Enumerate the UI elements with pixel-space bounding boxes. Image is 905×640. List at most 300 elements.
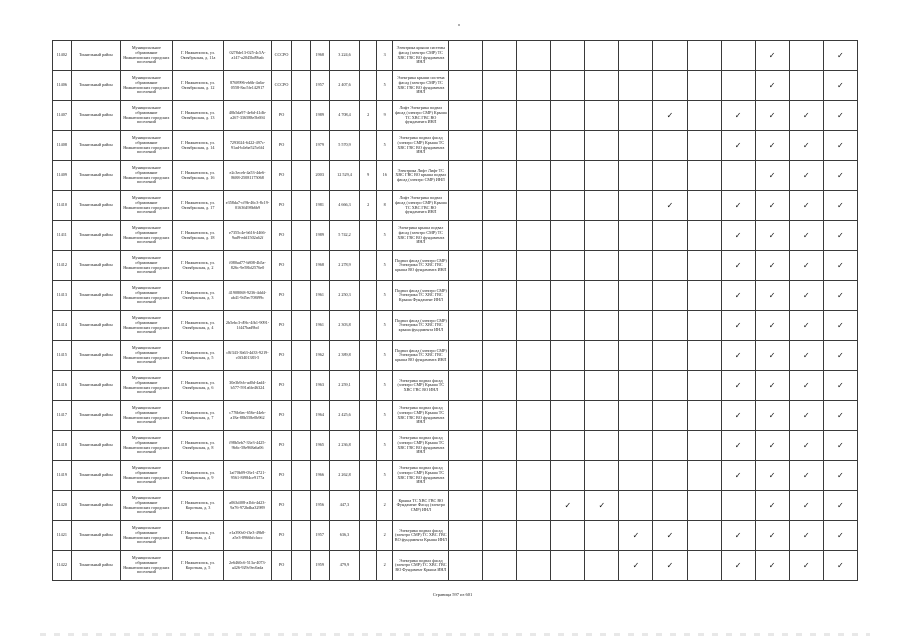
checkmark-icon: ✓ xyxy=(768,230,776,240)
cell-code: 40b5da97-4e6d-41db-a267-336588e5b694 xyxy=(224,101,271,131)
check-cell xyxy=(687,71,721,101)
check-cell xyxy=(517,401,551,431)
check-cell xyxy=(551,191,585,221)
checkmark-icon: ✓ xyxy=(666,110,674,120)
check-cell xyxy=(755,71,789,101)
checkmark-icon: ✓ xyxy=(768,530,776,540)
check-cell xyxy=(653,131,687,161)
cell-c11: 5 xyxy=(376,371,393,401)
check-cell xyxy=(585,221,619,251)
checkmark-icon: ✓ xyxy=(837,50,844,60)
check-cell xyxy=(517,281,551,311)
check-cell xyxy=(483,41,517,71)
check-cell xyxy=(449,161,483,191)
check-cell xyxy=(517,371,551,401)
cell-year: 1961 xyxy=(310,281,329,311)
cell-address: Г. Нижнепопск, ул. Октябрьская, д. 17 xyxy=(172,191,224,221)
check-cell xyxy=(517,251,551,281)
cell-works: Электрика подвал фасад (электро СМР) Крыша ТС ХВС ГВС ВО фундамента ИНЛ xyxy=(393,131,449,161)
checkmark-icon: ✓ xyxy=(768,320,776,330)
cell-c7 xyxy=(292,431,311,461)
table-row xyxy=(53,431,858,461)
cell-c10 xyxy=(360,281,377,311)
check-cell xyxy=(551,341,585,371)
table-row xyxy=(53,71,858,101)
cell-owner: Муниципальное образование Нижнепопских городских поселений xyxy=(121,551,173,581)
cell-c7 xyxy=(292,71,311,101)
cell-c11: 5 xyxy=(376,221,393,251)
checkmark-icon: ✓ xyxy=(837,200,844,210)
cell-system: РО xyxy=(271,341,292,371)
cell-id: 11412 xyxy=(53,251,72,281)
cell-c11: 5 xyxy=(376,341,393,371)
cell-c10 xyxy=(360,251,377,281)
check-cell xyxy=(483,491,517,521)
checkmark-icon: ✓ xyxy=(734,560,742,570)
check-cell xyxy=(585,431,619,461)
cell-c7 xyxy=(292,101,311,131)
check-cell xyxy=(551,431,585,461)
check-cell xyxy=(619,521,653,551)
check-cell xyxy=(449,311,483,341)
check-cell xyxy=(755,221,789,251)
check-cell xyxy=(517,311,551,341)
cell-system: РО xyxy=(271,491,292,521)
cell-area: 2 259,1 xyxy=(329,371,360,401)
cell-id: 11419 xyxy=(53,461,72,491)
cell-address: Г. Нижнепопск, ул. Октябрьская, д. 11а xyxy=(172,41,224,71)
checkmark-icon: ✓ xyxy=(837,350,844,360)
cell-owner: Муниципальное образование Нижнепопских городских поселений xyxy=(121,431,173,461)
cell-owner: Муниципальное образование Нижнепопских городских поселений xyxy=(121,221,173,251)
check-cell xyxy=(483,221,517,251)
cell-year: 1989 xyxy=(310,101,329,131)
check-cell xyxy=(619,191,653,221)
cell-code: c776b6ec-656e-44eb-a18a-88b558e0b962 xyxy=(224,401,271,431)
checkmark-icon: ✓ xyxy=(666,200,674,210)
cell-c7 xyxy=(292,551,311,581)
checkmark-icon: ✓ xyxy=(802,470,810,480)
cell-district: Тоннельный район xyxy=(71,341,121,371)
cell-system: РО xyxy=(271,401,292,431)
cell-owner: Муниципальное образование Нижнепопских городских поселений xyxy=(121,281,173,311)
check-cell xyxy=(789,521,823,551)
cell-c10 xyxy=(360,431,377,461)
checkmark-icon: ✓ xyxy=(734,470,742,480)
check-cell xyxy=(585,341,619,371)
checkmark-icon: ✓ xyxy=(802,320,810,330)
check-cell xyxy=(823,221,857,251)
cell-code: 2e6460c6-513a-4073-a426-929c9ec0ada xyxy=(224,551,271,581)
cell-district: Тоннельный район xyxy=(71,71,121,101)
cell-address: Г. Нижнепопск, ул. Октябрьская, д. 12 xyxy=(172,71,224,101)
cell-c10 xyxy=(360,491,377,521)
cell-year: 1989 xyxy=(310,221,329,251)
check-cell xyxy=(789,551,823,581)
cell-owner: Муниципальное образование Нижнепопских городских поселений xyxy=(121,521,173,551)
cell-c10 xyxy=(360,71,377,101)
check-cell xyxy=(585,191,619,221)
cell-system: РО xyxy=(271,461,292,491)
checkmark-icon: ✓ xyxy=(837,530,844,540)
cell-works: Электрика крыши система фасад (электро СМР) ТС ХВС ГВС ВО фундамента ИНЛ xyxy=(393,71,449,101)
cell-district: Тоннельный район xyxy=(71,251,121,281)
checkmark-icon: ✓ xyxy=(802,260,810,270)
check-cell xyxy=(823,251,857,281)
cell-code: 41908068-9236-4dd4-ab41-9d5ec708f99c xyxy=(224,281,271,311)
cell-c7 xyxy=(292,401,311,431)
check-cell xyxy=(823,461,857,491)
cell-year: 1966 xyxy=(310,461,329,491)
checkmark-icon: ✓ xyxy=(802,410,810,420)
cell-area: 2 407,6 xyxy=(329,71,360,101)
cell-c7 xyxy=(292,221,311,251)
cell-owner: Муниципальное образование Нижнепопских городских поселений xyxy=(121,71,173,101)
cell-system: РО xyxy=(271,311,292,341)
check-cell xyxy=(687,251,721,281)
check-cell xyxy=(687,191,721,221)
cell-area: 4 666,3 xyxy=(329,191,360,221)
cell-address: Г. Нижнепопск, ул. Короткая, д. 5 xyxy=(172,551,224,581)
check-cell xyxy=(551,161,585,191)
checkmark-icon: ✓ xyxy=(768,290,776,300)
check-cell xyxy=(789,251,823,281)
check-cell xyxy=(517,521,551,551)
cell-area: 2 425,6 xyxy=(329,401,360,431)
check-cell xyxy=(823,161,857,191)
check-cell xyxy=(755,101,789,131)
check-cell xyxy=(721,431,755,461)
check-cell xyxy=(585,551,619,581)
check-cell xyxy=(653,41,687,71)
page-footer: Страница 597 из 601 xyxy=(432,592,473,597)
check-cell xyxy=(653,221,687,251)
check-cell xyxy=(653,191,687,221)
cell-year: 1956 xyxy=(310,491,329,521)
cell-year: 1957 xyxy=(310,521,329,551)
cell-area: 2 303,8 xyxy=(329,311,360,341)
cell-c10: 2 xyxy=(360,101,377,131)
table-row xyxy=(53,281,858,311)
check-cell xyxy=(551,131,585,161)
check-cell xyxy=(483,251,517,281)
check-cell xyxy=(721,551,755,581)
check-cell xyxy=(721,371,755,401)
cell-id: 11420 xyxy=(53,491,72,521)
cell-owner: Муниципальное образование Нижнепопских городских поселений xyxy=(121,371,173,401)
check-cell xyxy=(619,161,653,191)
cell-district: Тоннельный район xyxy=(71,281,121,311)
cell-code: a063df08-a1bb-4d23-9a76-972bdba32989 xyxy=(224,491,271,521)
housing-register-table xyxy=(52,40,858,581)
cell-area: 636,3 xyxy=(329,521,360,551)
cell-c7 xyxy=(292,191,311,221)
check-cell xyxy=(823,341,857,371)
check-cell xyxy=(755,161,789,191)
check-cell xyxy=(517,341,551,371)
check-cell xyxy=(653,491,687,521)
cell-area: 3 224,6 xyxy=(329,41,360,71)
table-row xyxy=(53,371,858,401)
check-cell xyxy=(449,371,483,401)
check-cell xyxy=(823,521,857,551)
cell-address: Г. Нижнепопск, ул. Октябрьская, д. 2 xyxy=(172,251,224,281)
cell-c7 xyxy=(292,41,311,71)
cell-system: РО xyxy=(271,131,292,161)
cell-works: Электрика подвал фасад (электро СМР) ТС ХВС ГВС ВО Фундамент Крыша ИНЛ xyxy=(393,551,449,581)
cell-district: Тоннельный район xyxy=(71,491,121,521)
checkmark-icon: ✓ xyxy=(837,80,844,90)
cell-year: 1965 xyxy=(310,431,329,461)
check-cell xyxy=(687,101,721,131)
cell-year: 1963 xyxy=(310,371,329,401)
check-cell xyxy=(585,401,619,431)
cell-address: Г. Нижнепопск, ул. Октябрьская, д. 14 xyxy=(172,131,224,161)
check-cell xyxy=(585,131,619,161)
check-cell xyxy=(823,491,857,521)
check-cell xyxy=(789,341,823,371)
checkmark-icon: ✓ xyxy=(768,80,776,90)
checkmark-icon: ✓ xyxy=(666,530,674,540)
checkmark-icon: ✓ xyxy=(802,380,810,390)
checkmark-icon: ✓ xyxy=(564,500,572,510)
checkmark-icon: ✓ xyxy=(768,140,776,150)
cell-year: 2003 xyxy=(310,161,329,191)
check-cell xyxy=(755,341,789,371)
cell-code: f080ad77-b808-4b5a-826c-9e58bf2576e0 xyxy=(224,251,271,281)
cell-works: Электрика крыша подвал фасад (электро СМР) ТС ХВС ГВС ВО фундамента ИНЛ xyxy=(393,221,449,251)
cell-c10: 9 xyxy=(360,161,377,191)
check-cell xyxy=(483,281,517,311)
table-row xyxy=(53,401,858,431)
check-cell xyxy=(585,71,619,101)
cell-address: Г. Нижнепопск, ул. Октябрьская, д. 13 xyxy=(172,101,224,131)
check-cell xyxy=(823,311,857,341)
check-cell xyxy=(619,341,653,371)
check-cell xyxy=(449,341,483,371)
check-cell xyxy=(755,131,789,161)
check-cell xyxy=(585,371,619,401)
check-cell xyxy=(721,251,755,281)
cell-c10 xyxy=(360,551,377,581)
check-cell xyxy=(585,521,619,551)
cell-id: 11410 xyxy=(53,191,72,221)
cell-id: 11411 xyxy=(53,221,72,251)
check-cell xyxy=(823,101,857,131)
check-cell xyxy=(687,161,721,191)
check-cell xyxy=(789,41,823,71)
check-cell xyxy=(585,461,619,491)
checkmark-icon: ✓ xyxy=(802,560,810,570)
cell-system: РО xyxy=(271,521,292,551)
cell-id: 11408 xyxy=(53,131,72,161)
cell-c11: 2 xyxy=(376,491,393,521)
check-cell xyxy=(721,191,755,221)
check-cell xyxy=(687,41,721,71)
cell-system: РО xyxy=(271,251,292,281)
check-cell xyxy=(823,71,857,101)
check-cell xyxy=(619,431,653,461)
check-cell xyxy=(755,251,789,281)
check-cell xyxy=(619,461,653,491)
check-cell xyxy=(449,401,483,431)
check-cell xyxy=(755,401,789,431)
check-cell xyxy=(755,311,789,341)
check-cell xyxy=(789,221,823,251)
table-row xyxy=(53,491,858,521)
cell-c10: 2 xyxy=(360,191,377,221)
cell-address: Г. Нижнепопск, ул. Октябрьская, д. 9 xyxy=(172,461,224,491)
cell-code: 2b5ebc3-d9fc-4fb1-9091-1f447bad9bd xyxy=(224,311,271,341)
check-cell xyxy=(483,161,517,191)
cell-id: 11415 xyxy=(53,341,72,371)
checkmark-icon: ✓ xyxy=(666,560,674,570)
check-cell xyxy=(585,161,619,191)
cell-district: Тоннельный район xyxy=(71,191,121,221)
check-cell xyxy=(483,131,517,161)
check-cell xyxy=(823,191,857,221)
cell-area: 4 708,4 xyxy=(329,101,360,131)
cell-system: СССРО xyxy=(271,71,292,101)
table-row xyxy=(53,311,858,341)
check-cell xyxy=(551,371,585,401)
check-cell xyxy=(483,401,517,431)
check-cell xyxy=(483,431,517,461)
cell-works: Крыша ТС ХВС ГВС ВО Фундамент Фасад (электро СМР) ИНЛ xyxy=(393,491,449,521)
cell-system: РО xyxy=(271,101,292,131)
check-cell xyxy=(653,371,687,401)
check-cell xyxy=(551,521,585,551)
check-cell xyxy=(517,221,551,251)
cell-owner: Муниципальное образование Нижнепопских городских поселений xyxy=(121,191,173,221)
cell-id: 11414 xyxy=(53,311,72,341)
cell-id: 11407 xyxy=(53,101,72,131)
check-cell xyxy=(517,191,551,221)
check-cell xyxy=(517,491,551,521)
checkmark-icon: ✓ xyxy=(734,230,742,240)
check-cell xyxy=(755,281,789,311)
checkmark-icon: ✓ xyxy=(734,290,742,300)
checkmark-icon: ✓ xyxy=(837,230,844,240)
check-cell xyxy=(585,281,619,311)
cell-district: Тоннельный район xyxy=(71,161,121,191)
check-cell xyxy=(823,41,857,71)
checkmark-icon: ✓ xyxy=(734,200,742,210)
cell-c10 xyxy=(360,401,377,431)
check-cell xyxy=(687,551,721,581)
table-row xyxy=(53,161,858,191)
scan-edge-noise xyxy=(40,633,870,636)
checkmark-icon: ✓ xyxy=(768,500,776,510)
check-cell xyxy=(721,221,755,251)
checkmark-icon: ✓ xyxy=(734,110,742,120)
cell-area: 2 236,8 xyxy=(329,431,360,461)
cell-id: 11418 xyxy=(53,431,72,461)
check-cell xyxy=(755,371,789,401)
cell-id: 11402 xyxy=(53,41,72,71)
cell-c11: 5 xyxy=(376,431,393,461)
check-cell xyxy=(619,71,653,101)
check-cell xyxy=(653,401,687,431)
cell-owner: Муниципальное образование Нижнепопских городских поселений xyxy=(121,101,173,131)
cell-c7 xyxy=(292,161,311,191)
cell-c10 xyxy=(360,461,377,491)
cell-district: Тоннельный район xyxy=(71,131,121,161)
cell-year: 1957 xyxy=(310,71,329,101)
check-cell xyxy=(789,371,823,401)
check-cell xyxy=(619,371,653,401)
check-cell xyxy=(653,251,687,281)
check-cell xyxy=(517,131,551,161)
check-cell xyxy=(755,41,789,71)
check-cell xyxy=(653,521,687,551)
cell-code: e358da7-cf9b-46c3-8c19-01636498b6b9 xyxy=(224,191,271,221)
cell-c7 xyxy=(292,371,311,401)
check-cell xyxy=(483,191,517,221)
checkmark-icon: ✓ xyxy=(768,410,776,420)
check-cell xyxy=(449,431,483,461)
cell-id: 11413 xyxy=(53,281,72,311)
cell-c7 xyxy=(292,131,311,161)
check-cell xyxy=(721,161,755,191)
cell-id: 11416 xyxy=(53,371,72,401)
checkmark-icon: ✓ xyxy=(837,140,844,150)
cell-area: 447,3 xyxy=(329,491,360,521)
check-cell xyxy=(449,71,483,101)
cell-works: Электрика Лифт Лифт ТС ХВС ГВС ВО крыша подвал фасад (электро СМР) ИНЛ xyxy=(393,161,449,191)
cell-c11: 2 xyxy=(376,521,393,551)
cell-year: 1968 xyxy=(310,251,329,281)
cell-c11: 5 xyxy=(376,401,393,431)
check-cell xyxy=(755,551,789,581)
cell-c11: 9 xyxy=(376,101,393,131)
check-cell xyxy=(551,251,585,281)
checkmark-icon: ✓ xyxy=(802,500,810,510)
check-cell xyxy=(551,41,585,71)
check-cell xyxy=(789,431,823,461)
cell-area: 2 389,8 xyxy=(329,341,360,371)
cell-c7 xyxy=(292,491,311,521)
check-cell xyxy=(687,491,721,521)
cell-c11: 5 xyxy=(376,251,393,281)
cell-address: Г. Нижнепопск, ул. Октябрьская, д. 7 xyxy=(172,401,224,431)
checkmark-icon: ✓ xyxy=(837,560,844,570)
cell-id: 11422 xyxy=(53,551,72,581)
check-cell xyxy=(687,341,721,371)
check-cell xyxy=(687,221,721,251)
check-cell xyxy=(721,281,755,311)
cell-system: СССРО xyxy=(271,41,292,71)
cell-c11: 2 xyxy=(376,551,393,581)
check-cell xyxy=(517,551,551,581)
cell-district: Тоннельный район xyxy=(71,41,121,71)
check-cell xyxy=(789,461,823,491)
checkmark-icon: ✓ xyxy=(837,380,844,390)
check-cell xyxy=(449,131,483,161)
cell-district: Тоннельный район xyxy=(71,431,121,461)
checkmark-icon: ✓ xyxy=(802,230,810,240)
cell-c10 xyxy=(360,131,377,161)
cell-year: 1959 xyxy=(310,551,329,581)
cell-works: Электрика подвал фасад (электро СМР) Крыша ТС ХВС ГВС ВО фундамента ИНЛ xyxy=(393,431,449,461)
check-cell xyxy=(755,431,789,461)
check-cell xyxy=(687,431,721,461)
checkmark-icon: ✓ xyxy=(734,410,742,420)
checkmark-icon: ✓ xyxy=(802,110,810,120)
checkmark-icon: ✓ xyxy=(802,440,810,450)
cell-area: 2 262,8 xyxy=(329,461,360,491)
cell-area: 479,9 xyxy=(329,551,360,581)
